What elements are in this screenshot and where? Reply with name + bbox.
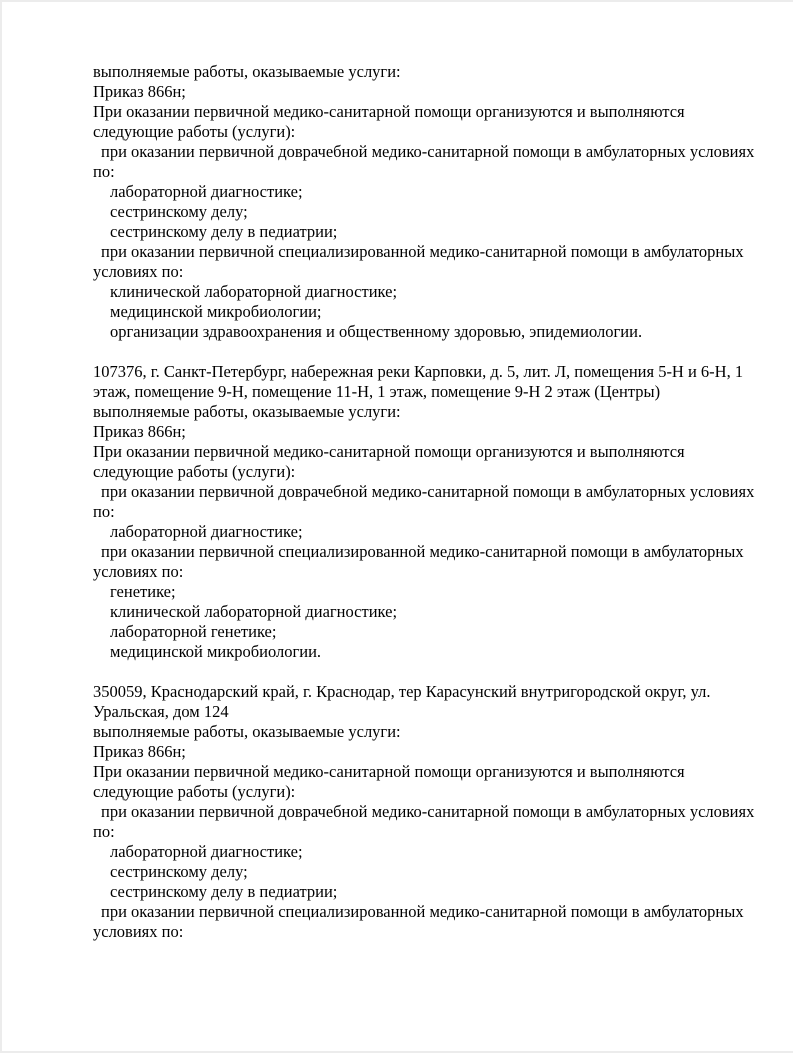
service-item: генетике; bbox=[110, 582, 176, 601]
service-item: лабораторной диагностике; bbox=[110, 522, 303, 541]
care-type-heading: при оказании первичной специализированной медико-санитарной помощи в амбулаторных условиях по: bbox=[93, 542, 744, 581]
service-item: сестринскому делу в педиатрии; bbox=[110, 222, 338, 241]
service-item: лабораторной диагностике; bbox=[110, 842, 303, 861]
license-section-location-saint-petersburg bbox=[93, 362, 756, 662]
intro-paragraph: При оказании первичной медико-санитарной помощи организуются и выполняются следующие работы (услуги): bbox=[93, 442, 685, 481]
service-item: лабораторной диагностике; bbox=[110, 182, 303, 201]
service-item: сестринскому делу; bbox=[110, 862, 248, 881]
intro-paragraph: При оказании первичной медико-санитарной помощи организуются и выполняются следующие работы (услуги): bbox=[93, 762, 685, 801]
document-body bbox=[93, 62, 756, 942]
license-section-works-services-continuation bbox=[93, 62, 756, 342]
service-item: клинической лабораторной диагностике; bbox=[110, 602, 398, 621]
works-services-label: выполняемые работы, оказываемые услуги: bbox=[93, 62, 401, 81]
service-item: сестринскому делу; bbox=[110, 202, 248, 221]
location-address: 350059, Краснодарский край, г. Краснодар, тер Карасунский внутригородской округ, ул. Уральская, дом 124 bbox=[93, 682, 711, 721]
service-item: лабораторной генетике; bbox=[110, 622, 277, 641]
works-services-label: выполняемые работы, оказываемые услуги: bbox=[93, 722, 401, 741]
intro-paragraph: При оказании первичной медико-санитарной помощи организуются и выполняются следующие работы (услуги): bbox=[93, 102, 685, 141]
service-item: клинической лабораторной диагностике; bbox=[110, 282, 398, 301]
license-section-location-krasnodar bbox=[93, 682, 756, 942]
order-reference: Приказ 866н; bbox=[93, 82, 186, 101]
service-item: медицинской микробиологии. bbox=[110, 642, 322, 661]
works-services-label: выполняемые работы, оказываемые услуги: bbox=[93, 402, 401, 421]
order-reference: Приказ 866н; bbox=[93, 742, 186, 761]
order-reference: Приказ 866н; bbox=[93, 422, 186, 441]
care-type-heading: при оказании первичной доврачебной медико-санитарной помощи в амбулаторных условиях по: bbox=[93, 482, 755, 521]
care-type-heading: при оказании первичной специализированной медико-санитарной помощи в амбулаторных условиях по: bbox=[93, 902, 744, 941]
care-type-heading: при оказании первичной доврачебной медико-санитарной помощи в амбулаторных условиях по: bbox=[93, 142, 755, 181]
service-item: организации здравоохранения и общественному здоровью, эпидемиологии. bbox=[110, 322, 643, 341]
service-item: сестринскому делу в педиатрии; bbox=[110, 882, 338, 901]
service-item: медицинской микробиологии; bbox=[110, 302, 322, 321]
location-address: 107376, г. Санкт-Петербург, набережная реки Карповки, д. 5, лит. Л, помещения 5-Н и 6-Н, 1 этаж, помещение 9-Н, помещение 11-Н, 1 этаж, помещение 9-Н 2 этаж (Центры) bbox=[93, 362, 744, 401]
care-type-heading: при оказании первичной специализированной медико-санитарной помощи в амбулаторных условиях по: bbox=[93, 242, 744, 281]
care-type-heading: при оказании первичной доврачебной медико-санитарной помощи в амбулаторных условиях по: bbox=[93, 802, 755, 841]
